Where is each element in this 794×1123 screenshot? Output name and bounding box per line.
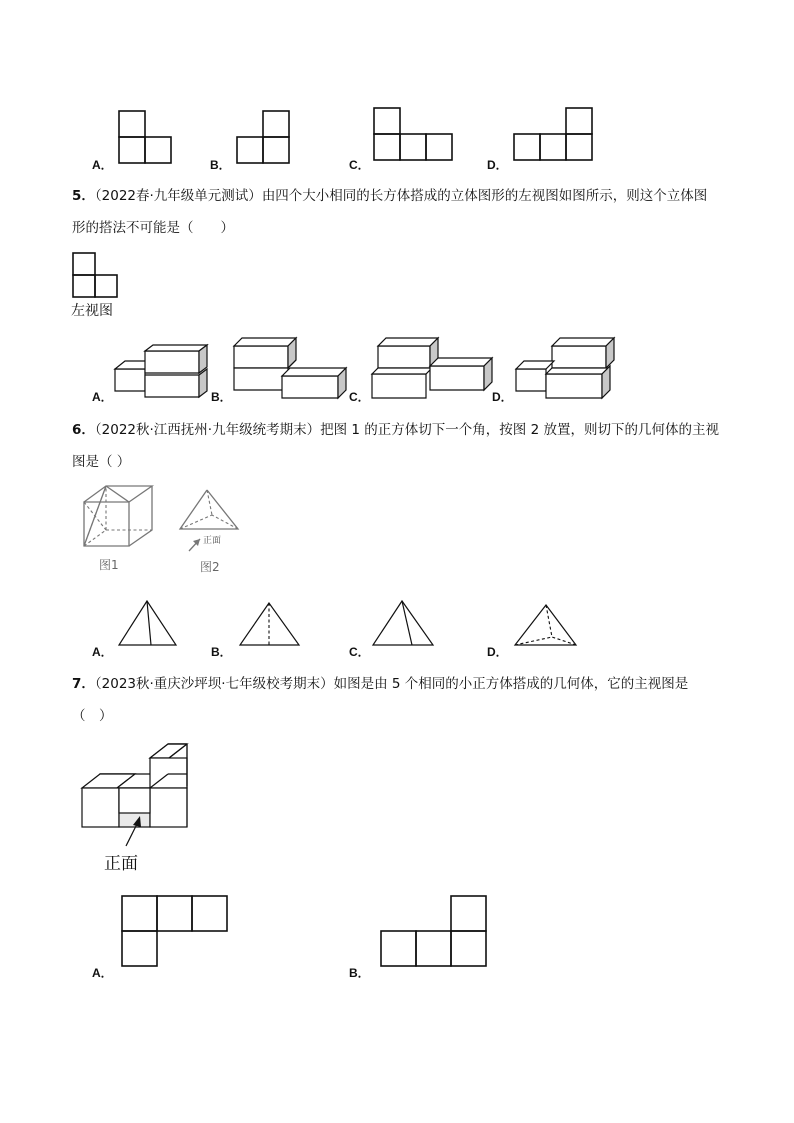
q5-text-line-1: 由四个大小相同的长方体搭成的立体图形的左视图如图所示，则这个立体图 (261, 188, 708, 204)
q7-number: 7． (72, 676, 95, 692)
q5-figure-caption: 左视图 (71, 303, 113, 319)
q7-option-b-label[interactable]: B． (349, 966, 370, 980)
q6-source: （2022秋·江西抚州·九年级统考期末） (94, 422, 321, 438)
q7-option-a-label[interactable]: A． (92, 966, 113, 980)
q6-text-line-2: 图是（ ） (72, 454, 131, 470)
q4-option-d-label[interactable]: D． (487, 158, 508, 172)
q5-source: （2022春·九年级单元测试） (94, 188, 262, 204)
q7-text-line-2: （ ） (72, 708, 113, 724)
q5-option-d-label[interactable]: D． (492, 390, 513, 404)
q6-option-b-label[interactable]: B． (211, 645, 232, 659)
q4-option-c-label[interactable]: C． (349, 158, 370, 172)
q6-option-c-label[interactable]: C． (349, 645, 370, 659)
q7-text-line-1: 如图是由 5 个相同的小正方体搭成的几何体，它的主视图是 (333, 676, 689, 692)
q6-front-label: 正面 (203, 536, 222, 546)
q6-text-line-1: 把图 1 的正方体切下一个角，按图 2 放置，则切下的几何体的主视 (320, 422, 719, 438)
q6-fig2-caption: 图2 (200, 560, 220, 574)
q4-option-a-label[interactable]: A． (92, 158, 113, 172)
q7-source: （2023秋·重庆沙坪坝·七年级校考期末） (94, 676, 334, 692)
q5-option-a-label[interactable]: A． (92, 390, 113, 404)
q6-fig1-caption: 图1 (99, 558, 119, 572)
q4-option-b-label[interactable]: B． (210, 158, 231, 172)
q5-number: 5． (72, 188, 95, 204)
q6-number: 6． (72, 422, 95, 438)
q6-option-a-label[interactable]: A． (92, 645, 113, 659)
q5-option-b-label[interactable]: B． (211, 390, 232, 404)
q7-front-label: 正面 (104, 854, 138, 874)
q6-option-d-label[interactable]: D． (487, 645, 508, 659)
q5-text-line-2: 形的搭法不可能是（ ） (72, 220, 234, 236)
q5-option-c-label[interactable]: C． (349, 390, 370, 404)
